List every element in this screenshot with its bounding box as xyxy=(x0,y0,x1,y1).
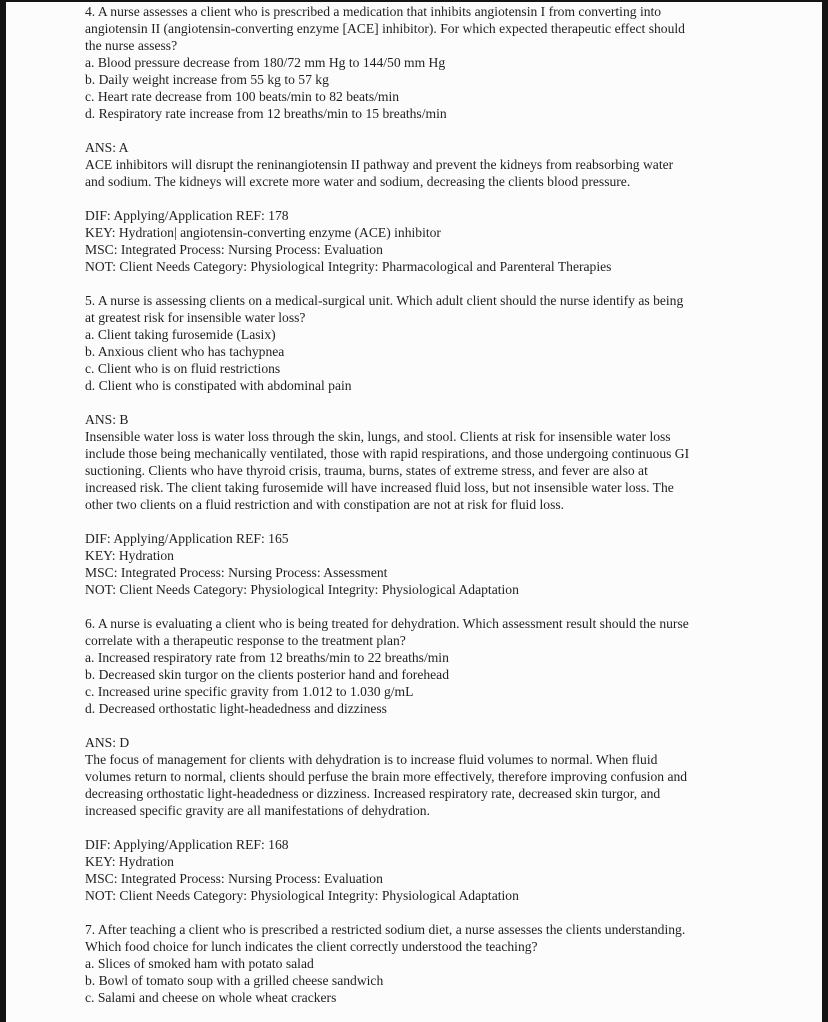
text-line: b. Daily weight increase from 55 kg to 57 kg xyxy=(85,72,329,87)
text-line: include those being mechanically ventilated, those with rapid respirations, and those undergoing continuous GI xyxy=(85,446,690,461)
text-line: b. Bowl of tomato soup with a grilled cheese sandwich xyxy=(85,973,384,988)
text-line: 5. A nurse is assessing clients on a medical-surgical unit. Which adult client should the nurse identify as being xyxy=(85,293,684,308)
text-line: DIF: Applying/Application REF: 178 xyxy=(85,208,289,223)
answer-6-block xyxy=(85,734,761,819)
answer-4-block xyxy=(85,139,761,190)
text-line: increased specific gravity are all manifestations of dehydration. xyxy=(85,803,430,818)
text-line: ANS: A xyxy=(85,140,129,155)
text-line: d. Respiratory rate increase from 12 breaths/min to 15 breaths/min xyxy=(85,106,447,121)
question-7-block xyxy=(85,921,761,1006)
question-4-block xyxy=(85,3,761,122)
text-line: DIF: Applying/Application REF: 165 xyxy=(85,531,289,546)
text-line: MSC: Integrated Process: Nursing Process: Evaluation xyxy=(85,871,383,886)
document-text-column xyxy=(85,3,761,1022)
meta-5-block xyxy=(85,530,761,598)
text-line: d. Decreased orthostatic light-headedness and dizziness xyxy=(85,701,387,716)
text-line: other two clients on a fluid restriction and with constipation are not at risk for fluid loss. xyxy=(85,497,565,512)
text-line: 7. After teaching a client who is prescribed a restricted sodium diet, a nurse assesses the clients understanding. xyxy=(85,922,686,937)
text-line: 4. A nurse assesses a client who is prescribed a medication that inhibits angiotensin I from converting into xyxy=(85,4,662,19)
text-line: NOT: Client Needs Category: Physiological Integrity: Physiological Adaptation xyxy=(85,582,519,597)
question-5-block xyxy=(85,292,761,394)
text-line: b. Decreased skin turgor on the clients posterior hand and forehead xyxy=(85,667,450,682)
text-line: KEY: Hydration xyxy=(85,854,174,869)
text-line: ANS: D xyxy=(85,735,130,750)
text-line: at greatest risk for insensible water loss? xyxy=(85,310,306,325)
text-line: and sodium. The kidneys will excrete more water and sodium, decreasing the clients blood pressure. xyxy=(85,174,631,189)
text-line: 6. A nurse is evaluating a client who is being treated for dehydration. Which assessment result should the nurse xyxy=(85,616,689,631)
meta-4-block xyxy=(85,207,761,275)
answer-5-block xyxy=(85,411,761,513)
text-line: volumes return to normal, clients should perfuse the brain more effectively, therefore improving confusion and xyxy=(85,769,688,784)
text-line: c. Heart rate decrease from 100 beats/min to 82 beats/min xyxy=(85,89,400,104)
text-line: KEY: Hydration xyxy=(85,548,174,563)
text-line: angiotensin II (angiotensin-converting enzyme [ACE] inhibitor). For which expected therapeutic effect should xyxy=(85,21,685,36)
text-line: c. Salami and cheese on whole wheat crackers xyxy=(85,990,337,1005)
text-line: decreasing orthostatic light-headedness or dizziness. Increased respiratory rate, decreased skin turgor, and xyxy=(85,786,661,801)
text-line: a. Client taking furosemide (Lasix) xyxy=(85,327,276,342)
text-line: b. Anxious client who has tachypnea xyxy=(85,344,285,359)
text-line: ANS: B xyxy=(85,412,129,427)
text-line: d. Client who is constipated with abdominal pain xyxy=(85,378,352,393)
text-line: NOT: Client Needs Category: Physiological Integrity: Physiological Adaptation xyxy=(85,888,519,903)
text-line: Insensible water loss is water loss through the skin, lungs, and stool. Clients at risk for insensible water loss xyxy=(85,429,671,444)
question-6-block xyxy=(85,615,761,717)
text-line: increased risk. The client taking furosemide will have increased fluid loss, but not insensible water loss. The xyxy=(85,480,674,495)
text-line: a. Increased respiratory rate from 12 breaths/min to 22 breaths/min xyxy=(85,650,449,665)
text-line: Which food choice for lunch indicates the client correctly understood the teaching? xyxy=(85,939,538,954)
meta-6-block xyxy=(85,836,761,904)
text-line: a. Slices of smoked ham with potato salad xyxy=(85,956,314,971)
text-line: c. Increased urine specific gravity from 1.012 to 1.030 g/mL xyxy=(85,684,414,699)
text-line: a. Blood pressure decrease from 180/72 mm Hg to 144/50 mm Hg xyxy=(85,55,446,70)
text-line: the nurse assess? xyxy=(85,38,178,53)
text-line: c. Client who is on fluid restrictions xyxy=(85,361,281,376)
text-line: KEY: Hydration| angiotensin-converting enzyme (ACE) inhibitor xyxy=(85,225,441,240)
text-line: suctioning. Clients who have thyroid crisis, trauma, burns, states of extreme stress, and fever are also at xyxy=(85,463,648,478)
text-line: correlate with a therapeutic response to the treatment plan? xyxy=(85,633,406,648)
text-line: ACE inhibitors will disrupt the reninangiotensin II pathway and prevent the kidneys from reabsorbing water xyxy=(85,157,674,172)
text-line: NOT: Client Needs Category: Physiological Integrity: Pharmacological and Parenteral Therapies xyxy=(85,259,612,274)
text-line: MSC: Integrated Process: Nursing Process: Evaluation xyxy=(85,242,383,257)
text-line: MSC: Integrated Process: Nursing Process: Assessment xyxy=(85,565,388,580)
text-line: DIF: Applying/Application REF: 168 xyxy=(85,837,289,852)
text-line: The focus of management for clients with dehydration is to increase fluid volumes to normal. When fluid xyxy=(85,752,658,767)
document-page xyxy=(6,2,822,1022)
